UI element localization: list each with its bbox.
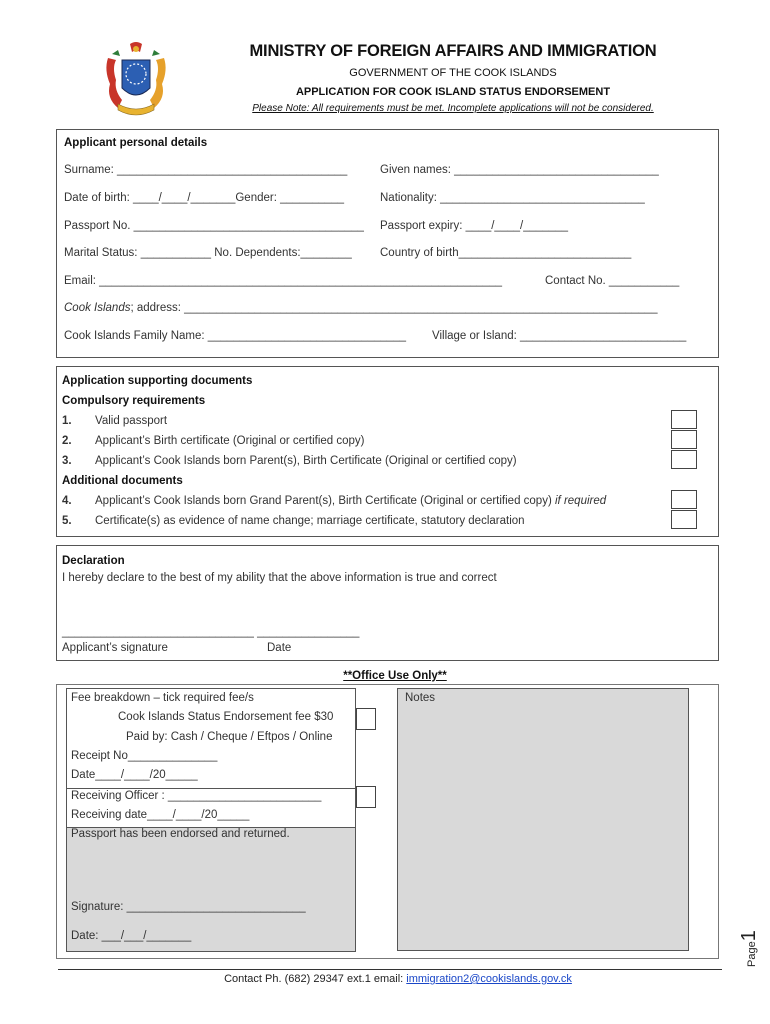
doc-3-number: 3. — [62, 455, 72, 467]
doc-1-checkbox[interactable] — [671, 410, 697, 429]
receiving-checkbox[interactable] — [356, 786, 376, 808]
receipt-date-field[interactable]: Date____/____/20_____ — [71, 769, 198, 781]
address-field[interactable] — [64, 302, 657, 314]
fee-item-label: Cook Islands Status Endorsement fee $30 — [118, 711, 334, 723]
doc-1-number: 1. — [62, 415, 72, 427]
paid-by-label: Paid by: Cash / Cheque / Eftpos / Online — [126, 731, 333, 743]
requirements-note: Please Note: All requirements must be met. Incomplete applications will not be considered. — [252, 103, 654, 114]
address-label-rest: ; address: __________________________________________________________________________ — [130, 302, 658, 314]
office-use-heading: **Office Use Only** — [343, 670, 447, 682]
notes-panel[interactable] — [397, 688, 689, 951]
page-digit: 1 — [738, 930, 760, 942]
dob-gender-field[interactable]: Date of birth: ____/____/_______Gender: __________ — [64, 192, 345, 204]
office-signature-field[interactable]: Signature: ____________________________ — [71, 901, 306, 913]
personal-details-heading: Applicant personal details — [64, 137, 208, 149]
surname-field[interactable]: Surname: ____________________________________ — [64, 164, 348, 176]
fee-divider-1 — [66, 788, 356, 789]
compulsory-heading: Compulsory requirements — [62, 395, 206, 407]
footer-contact-text: Contact Ph. (682) 29347 ext.1 email: — [224, 973, 407, 985]
receiving-date-field[interactable]: Receiving date____/____/20_____ — [71, 809, 250, 821]
page-label: Page — [746, 941, 758, 967]
doc-4-text-main: Applicant’s Cook Islands born Grand Parent(s), Birth Certificate (Original or certified copy) — [95, 495, 552, 507]
footer-contact — [58, 973, 738, 985]
contact-number-field[interactable]: Contact No. ___________ — [545, 275, 680, 287]
address-label-italic: Cook Islands — [64, 302, 131, 314]
receipt-number-field[interactable]: Receipt No______________ — [71, 750, 218, 762]
government-subtitle: GOVERNMENT OF THE COOK ISLANDS — [349, 67, 557, 79]
doc-4-if-required: if required — [555, 495, 607, 507]
declaration-statement: I hereby declare to the best of my ability that the above information is true and correct — [62, 572, 497, 584]
additional-heading: Additional documents — [62, 475, 183, 487]
doc-1-text: Valid passport — [95, 415, 168, 427]
footer-divider — [58, 969, 722, 970]
doc-2-checkbox[interactable] — [671, 430, 697, 449]
fee-breakdown-heading: Fee breakdown – tick required fee/s — [71, 692, 254, 704]
marital-status-field[interactable]: Marital Status: ___________ No. Dependents:________ — [64, 247, 352, 259]
applicant-signature-label: Applicant’s signature — [62, 642, 168, 654]
fee-checkbox[interactable] — [356, 708, 376, 730]
passport-returned-label: Passport has been endorsed and returned. — [71, 828, 290, 840]
nationality-field[interactable]: Nationality: ________________________________ — [380, 192, 645, 204]
supporting-documents-section — [56, 366, 719, 537]
supporting-documents-heading: Application supporting documents — [62, 375, 253, 387]
family-name-field[interactable]: Cook Islands Family Name: _______________________________ — [64, 330, 407, 342]
receiving-officer-field[interactable]: Receiving Officer : ________________________ — [71, 790, 322, 802]
declaration-heading: Declaration — [62, 555, 125, 567]
doc-4-checkbox[interactable] — [671, 490, 697, 509]
signature-date-line[interactable]: ______________________________ ________________ — [62, 626, 360, 638]
doc-3-checkbox[interactable] — [671, 450, 697, 469]
doc-5-checkbox[interactable] — [671, 510, 697, 529]
ministry-title: MINISTRY OF FOREIGN AFFAIRS AND IMMIGRATION — [249, 42, 657, 60]
application-title: APPLICATION FOR COOK ISLAND STATUS ENDORSEMENT — [295, 86, 611, 98]
doc-4-text — [95, 495, 606, 507]
declaration-date-label: Date — [267, 642, 292, 654]
doc-4-number: 4. — [62, 495, 72, 507]
office-date-field[interactable]: Date: ___/___/_______ — [71, 930, 192, 942]
doc-3-text: Applicant’s Cook Islands born Parent(s), Birth Certificate (Original or certified copy) — [95, 455, 517, 467]
country-of-birth-field[interactable]: Country of birth___________________________ — [380, 247, 632, 259]
notes-label: Notes — [405, 692, 436, 704]
email-field[interactable]: Email: _______________________________________________________________ — [64, 275, 503, 287]
doc-5-number: 5. — [62, 515, 72, 527]
passport-expiry-field[interactable]: Passport expiry: ____/____/_______ — [380, 220, 568, 232]
footer-email-link[interactable]: immigration2@cookislands.gov.ck — [406, 973, 572, 985]
doc-2-number: 2. — [62, 435, 72, 447]
doc-5-text: Certificate(s) as evidence of name change; marriage certificate, statutory declaration — [95, 515, 525, 527]
doc-2-text: Applicant’s Birth certificate (Original or certified copy) — [95, 435, 365, 447]
passport-number-field[interactable]: Passport No. ____________________________________ — [64, 220, 364, 232]
village-field[interactable]: Village or Island: __________________________ — [432, 330, 687, 342]
page-number — [730, 925, 770, 965]
given-names-field[interactable]: Given names: ________________________________ — [380, 164, 659, 176]
cook-islands-coat-of-arms-icon — [100, 40, 172, 122]
